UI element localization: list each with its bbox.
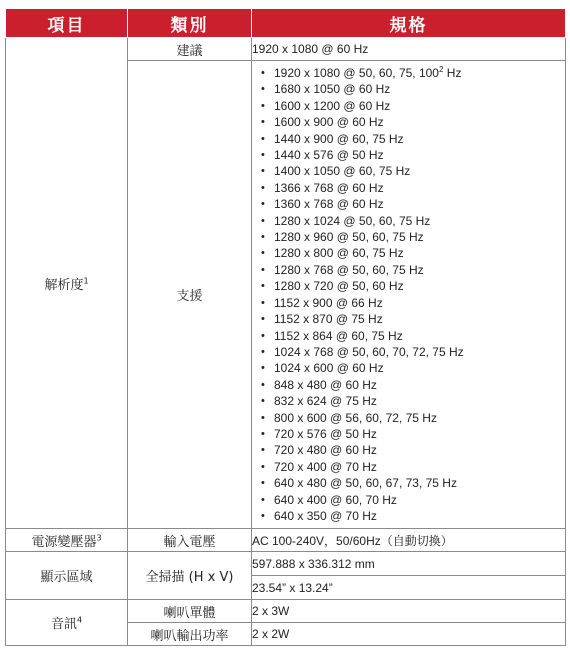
list-item: [258, 98, 565, 114]
bullet-icon: •: [261, 395, 265, 408]
recommended-value: 1920 x 1080 @ 60 Hz: [252, 38, 566, 61]
supported-modes-cell: [252, 61, 566, 529]
list-item: [258, 196, 565, 212]
mode-text: 800 x 600 @ 56, 60, 72, 75 Hz: [274, 410, 437, 425]
list-item: [258, 262, 565, 278]
mode-text: 1600 x 900 @ 60 Hz: [274, 115, 384, 130]
list-item: [258, 163, 565, 179]
bullet-icon: •: [261, 263, 265, 276]
bullet-icon: •: [261, 444, 265, 457]
list-item: [258, 65, 565, 81]
list-item: [258, 213, 565, 229]
mode-text: 1920 x 1080 @ 50, 60, 75, 100: [274, 66, 439, 80]
bullet-icon: •: [261, 181, 265, 194]
bullet-icon: •: [261, 99, 265, 112]
list-item: [258, 114, 565, 130]
bullet-icon: •: [261, 149, 265, 162]
speaker-category: 喇叭單體: [128, 600, 252, 623]
resolution-item: [6, 38, 128, 529]
bullet-icon: •: [261, 231, 265, 244]
list-item: [258, 278, 565, 294]
list-item: [258, 131, 565, 147]
display-item: 顯示區域: [6, 552, 128, 600]
mode-text: 1280 x 800 @ 60, 75 Hz: [274, 246, 404, 261]
mode-note: 2: [438, 65, 444, 74]
bullet-icon: •: [261, 83, 265, 96]
bullet-icon: •: [261, 460, 265, 473]
mode-text: 1024 x 600 @ 60 Hz: [274, 361, 384, 376]
header-category: 類別: [128, 9, 252, 38]
power-note: 3: [96, 533, 102, 543]
table-row: [6, 529, 566, 552]
bullet-icon: •: [261, 198, 265, 211]
bullet-icon: •: [261, 296, 265, 309]
mode-text: 1280 x 960 @ 50, 60, 75 Hz: [274, 230, 424, 245]
bullet-icon: •: [261, 427, 265, 440]
mode-text: 640 x 400 @ 60, 70 Hz: [274, 492, 397, 507]
list-item: [258, 147, 565, 163]
supported-category: 支援: [128, 61, 252, 529]
mode-text: 1152 x 870 @ 75 Hz: [274, 312, 383, 327]
bullet-icon: •: [261, 509, 265, 522]
spec-table: [5, 8, 566, 646]
output-category: 喇叭輸出功率: [128, 623, 252, 646]
display-value-mm: 597.888 x 336.312 mm: [252, 552, 566, 576]
mode-text: 720 x 480 @ 60 Hz: [274, 443, 377, 458]
bullet-icon: •: [261, 247, 265, 260]
mode-text: 1280 x 720 @ 50, 60 Hz: [274, 279, 404, 294]
display-category: 全掃描 (H x V): [128, 552, 252, 600]
list-item: [258, 377, 565, 393]
speaker-value: 2 x 3W: [252, 600, 566, 623]
mode-text: 1360 x 768 @ 60 Hz: [274, 197, 384, 212]
power-item: [6, 529, 128, 552]
bullet-icon: •: [261, 477, 265, 490]
bullet-icon: •: [261, 378, 265, 391]
mode-text: 848 x 480 @ 60 Hz: [274, 377, 377, 392]
resolution-note: 1: [83, 276, 89, 286]
mode-text: 1600 x 1200 @ 60 Hz: [274, 98, 391, 113]
mode-text: 832 x 624 @ 75 Hz: [274, 394, 377, 409]
table-row: [6, 600, 566, 623]
audio-label: 音訊: [50, 617, 77, 633]
bullet-icon: •: [261, 132, 265, 145]
list-item: [258, 311, 565, 327]
list-item: [258, 229, 565, 245]
audio-note: 4: [76, 616, 83, 626]
supported-modes-list: [258, 61, 565, 528]
mode-text: 1280 x 768 @ 50, 60, 75 Hz: [274, 262, 424, 277]
list-item: [258, 426, 565, 442]
list-item: [258, 459, 565, 475]
mode-text: 1400 x 1050 @ 60, 75 Hz: [274, 164, 411, 179]
mode-text: 1440 x 576 @ 50 Hz: [274, 148, 384, 163]
bullet-icon: •: [261, 345, 265, 358]
list-item: [258, 344, 565, 360]
bullet-icon: •: [261, 165, 265, 178]
list-item: [258, 360, 565, 376]
bullet-icon: •: [261, 329, 265, 342]
mode-text: 720 x 576 @ 50 Hz: [274, 426, 377, 441]
bullet-icon: •: [261, 214, 265, 227]
header-item: 項目: [6, 9, 128, 38]
bullet-icon: •: [261, 362, 265, 375]
power-value: AC 100-240V，50/60Hz（自動切換）: [252, 529, 566, 552]
list-item: [258, 492, 565, 508]
list-item: [258, 81, 565, 97]
bullet-icon: •: [261, 493, 265, 506]
table-header: [6, 9, 566, 38]
list-item: [258, 328, 565, 344]
mode-text: 1152 x 900 @ 66 Hz: [274, 295, 383, 310]
header-spec: 規格: [252, 9, 566, 38]
bullet-icon: •: [261, 67, 265, 79]
output-value: 2 x 2W: [252, 623, 566, 646]
power-label: 電源變壓器: [31, 534, 97, 550]
list-item: [258, 410, 565, 426]
mode-text: 1440 x 900 @ 60, 75 Hz: [274, 131, 404, 146]
resolution-label: 解析度: [44, 277, 84, 293]
mode-text: 1152 x 864 @ 60, 75 Hz: [274, 328, 403, 343]
mode-text: 1024 x 768 @ 50, 60, 70, 72, 75 Hz: [274, 344, 464, 359]
bullet-icon: •: [261, 313, 265, 326]
recommended-category: 建議: [128, 38, 252, 61]
mode-unit: Hz: [443, 66, 462, 80]
list-item: [258, 442, 565, 458]
audio-item: [6, 600, 128, 646]
bullet-icon: •: [261, 280, 265, 293]
mode-text: 640 x 480 @ 50, 60, 67, 73, 75 Hz: [274, 476, 457, 491]
display-value-in: 23.54” x 13.24”: [252, 576, 566, 600]
list-item: [258, 245, 565, 261]
list-item: [258, 475, 565, 491]
table-row: [6, 552, 566, 576]
mode-text: 1680 x 1050 @ 60 Hz: [274, 82, 391, 97]
list-item: [258, 180, 565, 196]
table-row: [6, 38, 566, 61]
mode-text: 640 x 350 @ 70 Hz: [274, 508, 377, 523]
list-item: [258, 295, 565, 311]
power-category: 輸入電壓: [128, 529, 252, 552]
list-item: [258, 393, 565, 409]
bullet-icon: •: [261, 411, 265, 424]
mode-text: 720 x 400 @ 70 Hz: [274, 459, 377, 474]
list-item: [258, 508, 565, 524]
mode-text: 1280 x 1024 @ 50, 60, 75 Hz: [274, 213, 431, 228]
bullet-icon: •: [261, 116, 265, 129]
mode-text: 1366 x 768 @ 60 Hz: [274, 180, 384, 195]
